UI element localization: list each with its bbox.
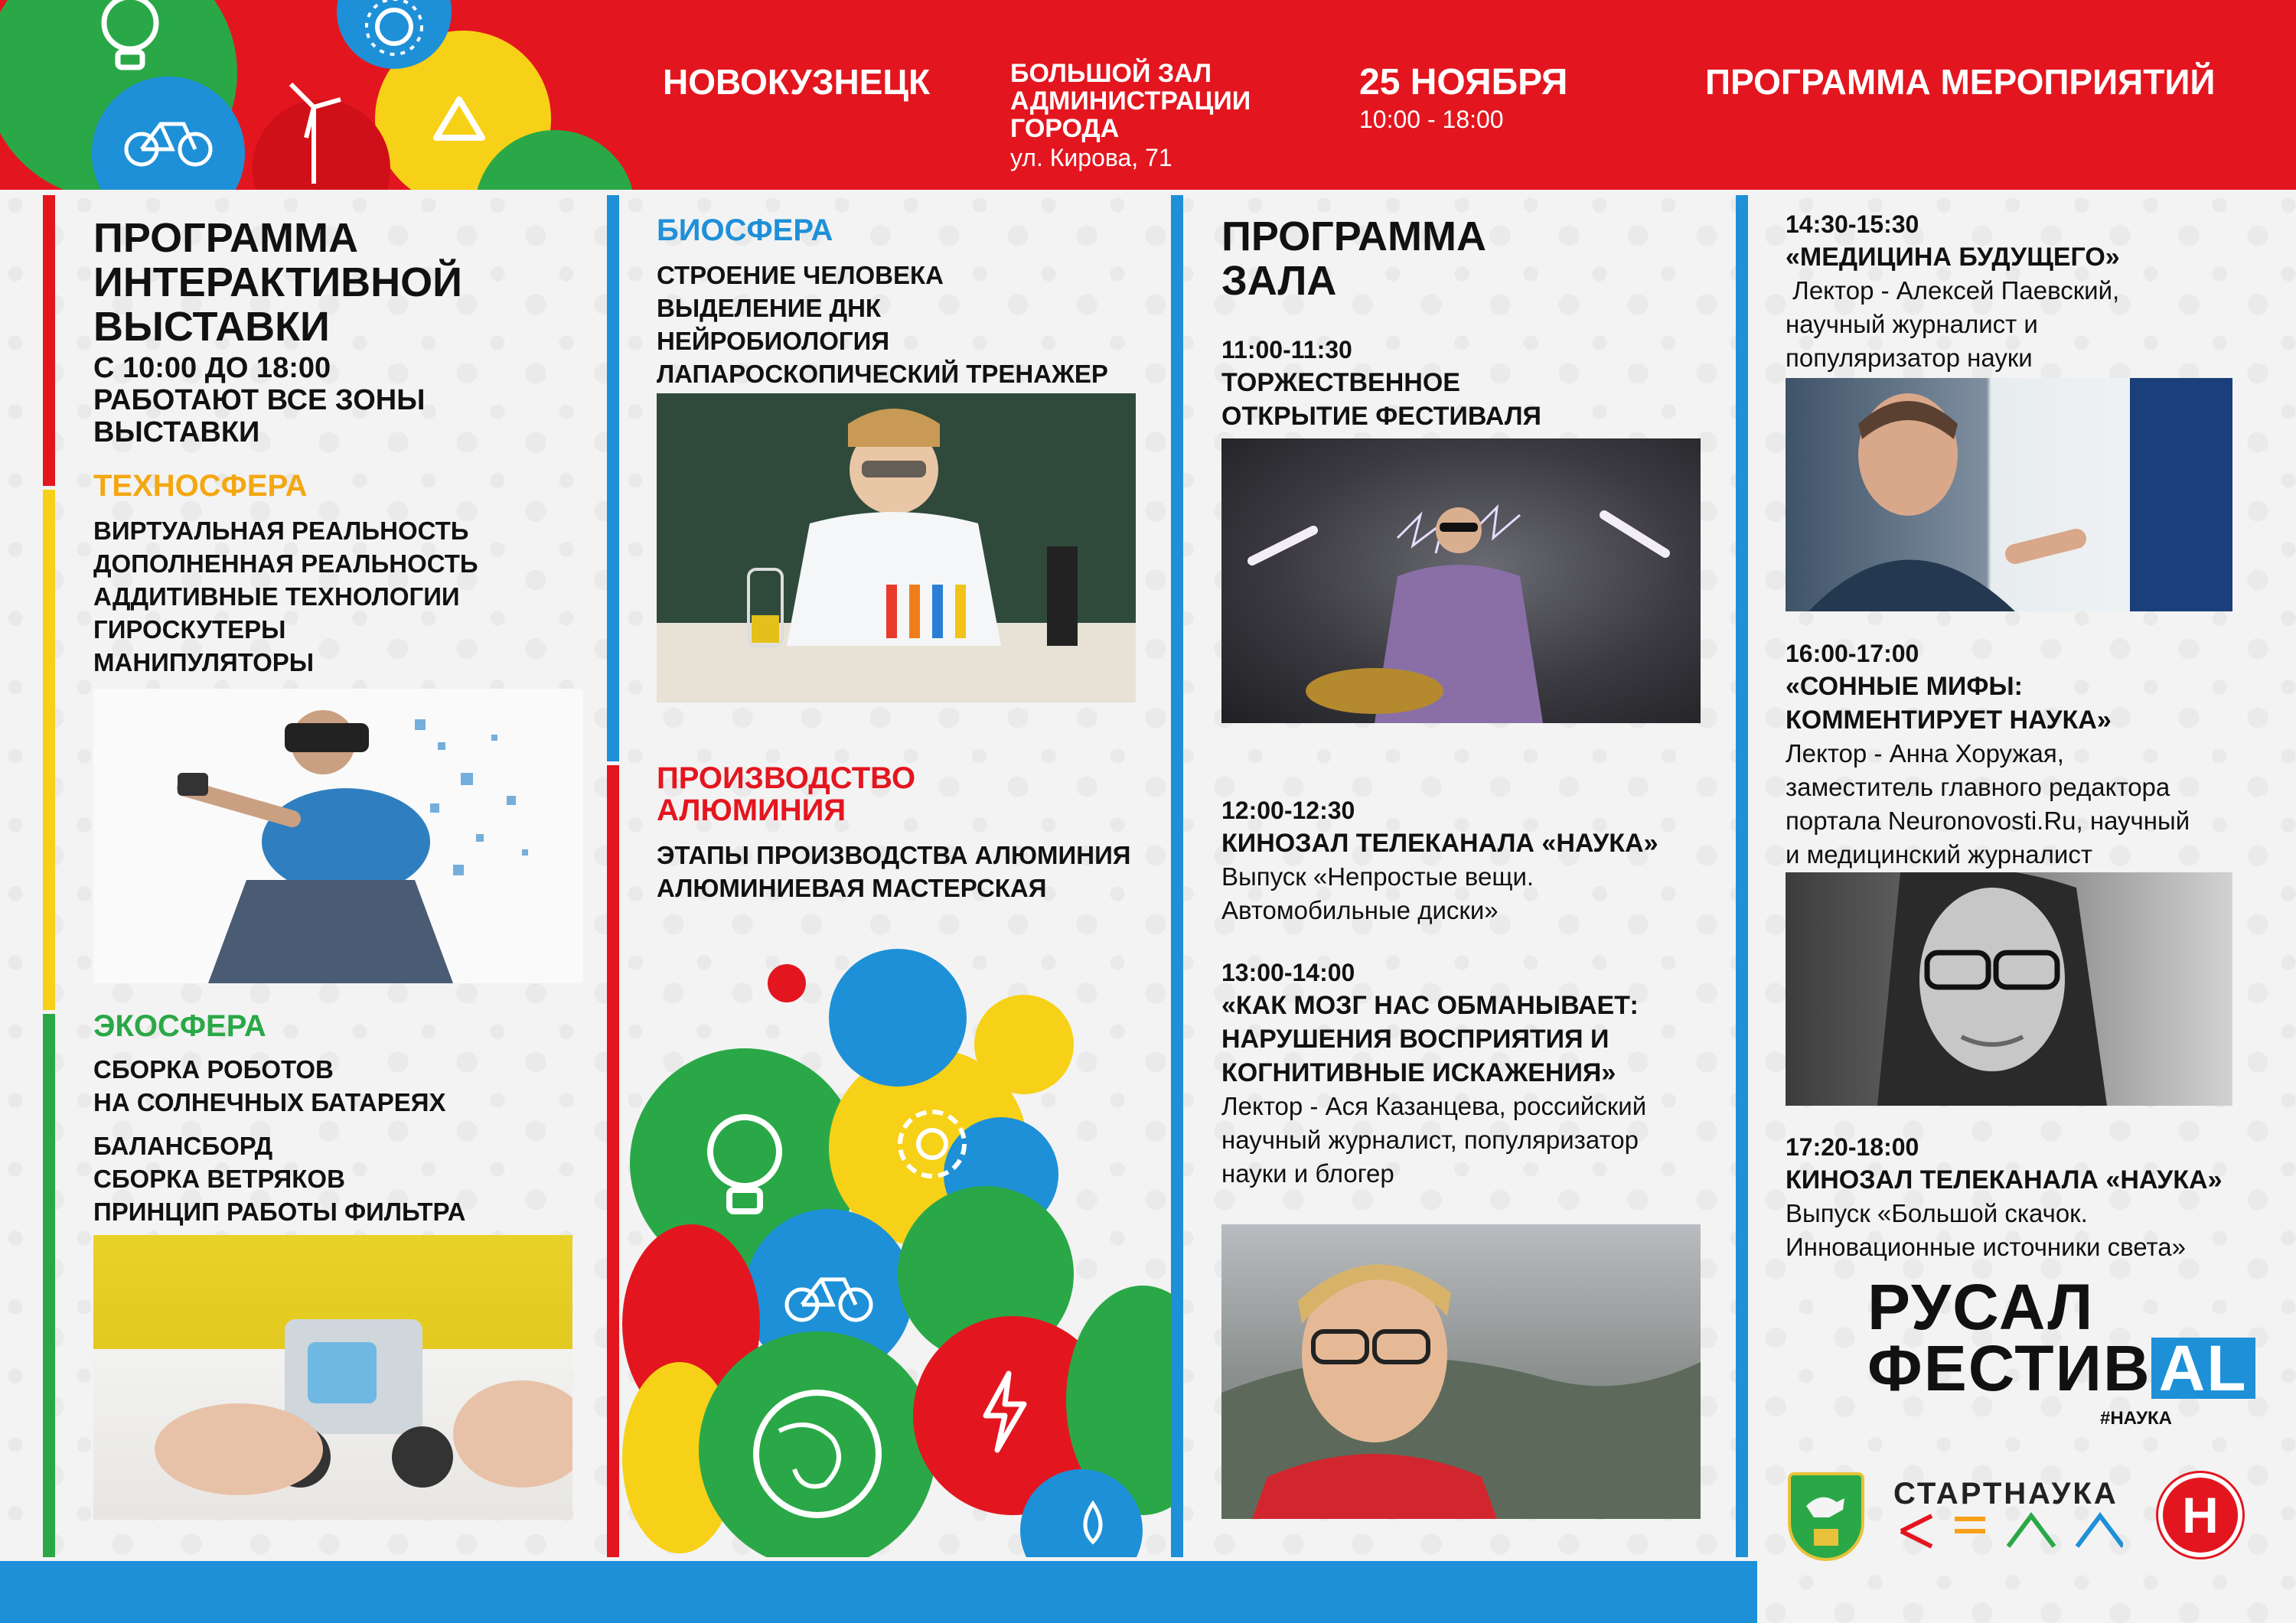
biosphere-list bbox=[657, 259, 1162, 390]
list-item: ЭТАПЫ ПРОИЗВОДСТВА АЛЮМИНИЯ bbox=[657, 841, 1131, 869]
venue-line: АДМИНИСТРАЦИИ bbox=[1010, 86, 1251, 116]
vr-illustration bbox=[93, 689, 583, 983]
list-item: МАНИПУЛЯТОРЫ bbox=[93, 648, 315, 676]
vr-photo bbox=[93, 689, 583, 983]
aluminium-heading bbox=[657, 762, 1162, 826]
deco-circle-blue bbox=[829, 949, 967, 1087]
list-item: БАЛАНСБОРД bbox=[93, 1132, 273, 1160]
list-item: НЕЙРОБИОЛОГИЯ bbox=[657, 327, 890, 355]
col1-bar-green bbox=[43, 1014, 55, 1557]
col2-bar-red bbox=[607, 765, 619, 1557]
venue-line: БОЛЬШОЙ ЗАЛ bbox=[1010, 59, 1212, 88]
title-line: ЗАЛА bbox=[1221, 258, 1337, 304]
deco-circle-red-small bbox=[768, 964, 806, 1002]
bicycle-icon bbox=[783, 1270, 875, 1324]
lectures-column bbox=[1786, 208, 2291, 375]
list-item: ГИРОСКУТЕРЫ bbox=[93, 615, 286, 644]
event-body-line: Выпуск «Непростые вещи. bbox=[1221, 862, 1534, 891]
event-body-line: Лектор - Алексей Паевский, bbox=[1786, 276, 2120, 305]
event-time: 14:30-15:30 bbox=[1786, 210, 1919, 238]
lecturer-paevsky-photo bbox=[1786, 378, 2232, 611]
event-block bbox=[1221, 957, 1742, 1191]
lectures-column-3 bbox=[1786, 1131, 2291, 1264]
event-title-line: «МЕДИЦИНА БУДУЩЕГО» bbox=[1786, 243, 2120, 272]
subtitle-line: ВЫСТАВКИ bbox=[93, 416, 260, 448]
list-item: СБОРКА РОБОТОВ bbox=[93, 1055, 334, 1084]
title-line: ИНТЕРАКТИВНОЙ bbox=[93, 259, 462, 305]
bottom-stripe bbox=[0, 1561, 1757, 1623]
recycle-icon bbox=[417, 92, 501, 168]
event-title-line: КОГНИТИВНЫЕ ИСКАЖЕНИЯ» bbox=[1221, 1058, 1616, 1087]
whiteboard-illustration bbox=[1786, 378, 2232, 611]
col2-bar-blue bbox=[607, 195, 619, 761]
lightning-icon bbox=[974, 1370, 1035, 1454]
eco-circles-collage bbox=[622, 934, 1181, 1557]
title-line: ПРОГРАММА bbox=[93, 215, 358, 261]
event-body-line: Лектор - Анна Хоружая, bbox=[1786, 739, 2064, 768]
tesla-coil-illustration bbox=[1221, 438, 1701, 723]
robot-illustration bbox=[93, 1235, 572, 1520]
heading-line: АЛЮМИНИЯ bbox=[657, 794, 846, 827]
list-item: ВЫДЕЛЕНИЕ ДНК bbox=[657, 294, 882, 322]
list-item: СБОРКА ВЕТРЯКОВ bbox=[93, 1165, 345, 1193]
subtitle-line: РАБОТАЮТ ВСЕ ЗОНЫ bbox=[93, 384, 426, 416]
event-title-line: «КАК МОЗГ НАС ОБМАНЫВАЕТ: bbox=[1221, 991, 1639, 1020]
coat-of-arms-logo bbox=[1788, 1472, 1864, 1561]
wind-turbine-icon bbox=[283, 77, 344, 184]
young-chemist-photo bbox=[657, 393, 1136, 702]
globe-icon bbox=[748, 1385, 886, 1523]
event-title-line: КИНОЗАЛ ТЕЛЕКАНАЛА «НАУКА» bbox=[1221, 829, 1658, 858]
list-item: ДОПОЛНЕННАЯ РЕАЛЬНОСТЬ bbox=[93, 549, 478, 578]
lightbulb-leaf-icon bbox=[699, 1110, 791, 1224]
robot-kit-photo bbox=[93, 1235, 572, 1520]
city-name: НОВОКУЗНЕЦК bbox=[663, 62, 931, 102]
header-banner bbox=[0, 0, 2296, 190]
lectures-column-2 bbox=[1786, 637, 2291, 872]
col1-bar-red bbox=[43, 195, 55, 486]
deco-circle-yellow-small bbox=[974, 995, 1074, 1094]
horse-emblem-icon bbox=[1791, 1475, 1861, 1558]
portrait-illustration bbox=[1786, 872, 2232, 1106]
bicycle-icon bbox=[122, 115, 214, 168]
list-item: ПРИНЦИП РАБОТЫ ФИЛЬТРА bbox=[93, 1198, 466, 1226]
sun-icon bbox=[360, 0, 429, 61]
drop-icon bbox=[1074, 1500, 1112, 1546]
event-body-line: Выпуск «Большой скачок. bbox=[1786, 1199, 2088, 1227]
startnauka-text: СТАРТНАУКА bbox=[1893, 1477, 2118, 1511]
opening-ceremony-photo bbox=[1221, 438, 1701, 723]
col3-bar-blue bbox=[1171, 195, 1183, 1557]
nauka-channel-logo bbox=[2158, 1473, 2242, 1557]
event-block bbox=[1786, 208, 2291, 375]
event-body-line: научный журналист и bbox=[1786, 310, 2038, 338]
event-body-line: и медицинский журналист bbox=[1786, 840, 2092, 869]
logo-line: РУСАЛ bbox=[1867, 1271, 2095, 1343]
list-item: СТРОЕНИЕ ЧЕЛОВЕКА bbox=[657, 261, 944, 289]
event-date: 25 НОЯБРЯ bbox=[1359, 62, 1568, 103]
event-title-line: «СОННЫЕ МИФЫ: bbox=[1786, 672, 2023, 701]
hashtag-nauka: #НАУКА bbox=[2100, 1408, 2173, 1429]
event-body-line: Инновационные источники света» bbox=[1786, 1233, 2186, 1261]
venue-line: ГОРОДА bbox=[1010, 114, 1120, 143]
logo-line bbox=[1867, 1332, 2255, 1404]
event-body-line: портала Neuronovosti.Ru, научный bbox=[1786, 807, 2190, 835]
title-line: ВЫСТАВКИ bbox=[93, 304, 330, 350]
hall-program-title bbox=[1221, 214, 1711, 303]
event-time: 11:00-11:30 bbox=[1221, 336, 1352, 363]
lecturer-khoruzhaya-photo bbox=[1786, 872, 2232, 1106]
event-body-line: науки и блогер bbox=[1221, 1159, 1394, 1188]
event-body-line: Лектор - Ася Казанцева, российский bbox=[1221, 1092, 1647, 1120]
technosphere-list bbox=[93, 514, 583, 679]
rusal-festival-logo bbox=[1867, 1271, 2255, 1404]
event-time: 17:20-18:00 bbox=[1786, 1133, 1919, 1161]
ecosphere-heading: ЭКОСФЕРА bbox=[93, 1009, 266, 1043]
list-item: НА СОЛНЕЧНЫХ БАТАРЕЯХ bbox=[93, 1088, 446, 1116]
event-title-line: ТОРЖЕСТВЕННОЕ bbox=[1221, 368, 1460, 397]
program-title: ПРОГРАММА МЕРОПРИЯТИЙ bbox=[1705, 62, 2216, 102]
list-item: АЛЮМИНИЕВАЯ МАСТЕРСКАЯ bbox=[657, 874, 1047, 902]
venue bbox=[1010, 60, 1263, 142]
channel-letter: H bbox=[2182, 1487, 2219, 1543]
event-block bbox=[1221, 794, 1742, 927]
event-title-line: ОТКРЫТИЕ ФЕСТИВАЛЯ bbox=[1221, 402, 1541, 431]
event-title-line: НАРУШЕНИЯ ВОСПРИЯТИЯ И bbox=[1221, 1025, 1609, 1054]
subtitle-line: С 10:00 ДО 18:00 bbox=[93, 352, 331, 384]
lecturer-kazantseva-photo bbox=[1221, 1224, 1701, 1519]
logo-al-block: AL bbox=[2151, 1338, 2255, 1399]
exhibition-column bbox=[93, 216, 583, 679]
event-block bbox=[1221, 334, 1711, 433]
list-item: ВИРТУАЛЬНАЯ РЕАЛЬНОСТЬ bbox=[93, 517, 469, 545]
biosphere-column bbox=[657, 214, 1162, 390]
ecosphere-column bbox=[93, 1010, 583, 1228]
venue-address: ул. Кирова, 71 bbox=[1010, 144, 1172, 171]
event-block bbox=[1786, 1131, 2291, 1264]
exhibition-subtitle bbox=[93, 352, 583, 448]
hall-program-column bbox=[1221, 214, 1711, 433]
event-time: 16:00-17:00 bbox=[1786, 640, 1919, 667]
event-body-line: научный журналист, популяризатор bbox=[1221, 1126, 1639, 1154]
event-body-line: популяризатор науки bbox=[1786, 344, 2033, 372]
flower-icon bbox=[890, 1102, 974, 1186]
heading-line: ПРОИЗВОДСТВО bbox=[657, 761, 916, 795]
exhibition-title bbox=[93, 216, 583, 349]
event-title-line: КОММЕНТИРУЕТ НАУКА» bbox=[1786, 706, 2112, 735]
col1-bar-yellow bbox=[43, 490, 55, 1010]
logo-text: ФЕСТИВ bbox=[1867, 1332, 2151, 1404]
biosphere-heading: БИОСФЕРА bbox=[657, 213, 833, 247]
event-time: 13:00-14:00 bbox=[1221, 959, 1355, 986]
title-line: ПРОГРАММА bbox=[1221, 213, 1486, 259]
event-body-line: Автомобильные диски» bbox=[1221, 896, 1499, 924]
startnauka-logo bbox=[1893, 1477, 2123, 1555]
chemist-illustration bbox=[657, 393, 1136, 702]
aluminium-column bbox=[657, 762, 1162, 904]
hall-events-column bbox=[1221, 794, 1742, 1191]
list-item: АДДИТИВНЫЕ ТЕХНОЛОГИИ bbox=[93, 582, 460, 611]
portrait-illustration bbox=[1221, 1224, 1701, 1519]
lightbulb-icon bbox=[92, 0, 168, 77]
list-item: ЛАПАРОСКОПИЧЕСКИЙ ТРЕНАЖЕР bbox=[657, 360, 1108, 388]
col4-bar-blue bbox=[1736, 195, 1748, 1557]
technosphere-heading: ТЕХНОСФЕРА bbox=[93, 469, 308, 503]
event-time: 12:00-12:30 bbox=[1221, 797, 1355, 824]
startnauka-glyphs-icon bbox=[1893, 1511, 2123, 1551]
aluminium-list bbox=[657, 839, 1162, 904]
ecosphere-list bbox=[93, 1053, 583, 1228]
event-title-line: КИНОЗАЛ ТЕЛЕКАНАЛА «НАУКА» bbox=[1786, 1165, 2223, 1194]
event-body-line: заместитель главного редактора bbox=[1786, 773, 2170, 801]
event-hours: 10:00 - 18:00 bbox=[1359, 106, 1504, 133]
event-block bbox=[1786, 637, 2291, 872]
